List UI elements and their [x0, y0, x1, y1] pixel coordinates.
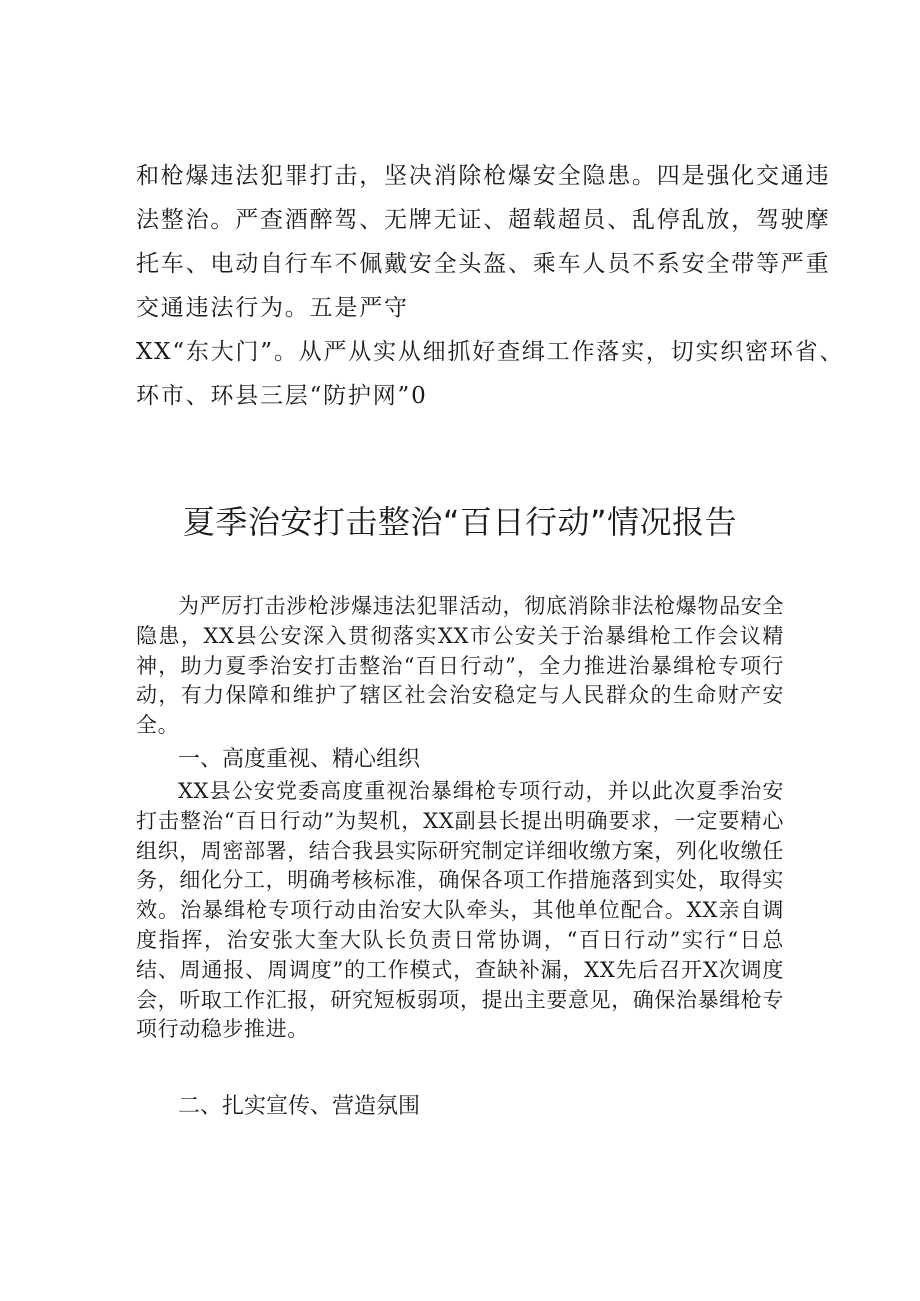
- intro-paragraph: 为严厉打击涉枪涉爆违法犯罪活动，彻底消除非法枪爆物品安全隐患，XX县公安深入贯彻落实XX市公安关于治暴缉枪工作会议精神，助力夏季治安打击整治“百日行动”，全力推进治暴缉枪专项行动，有力保障和维护了辖区社会治安稳定与人民群众的生命财产安全。: [136, 594, 784, 738]
- document-body: [136, 592, 784, 1045]
- fragment-line: 法整治。严查酒醉驾、无牌无证、超载超员、乱停乱放，驾驶摩: [136, 207, 831, 233]
- fragment-line: XX“东大门”。从严从实从细抓好查缉工作落实，切实织密环省、: [136, 339, 845, 365]
- section-2-heading: 二、扎实宣传、营造氛围: [178, 1094, 421, 1119]
- section-1-paragraph: XX县公安党委高度重视治暴缉枪专项行动，并以此次夏季治安打击整治“百日行动”为契机，XX副县长提出明确要求，一定要精心组织，周密部署，结合我县实际研究制定详细收缴方案，列化收缴任务，细化分工，明确考核标准，确保各项工作措施落到实处，取得实效。治暴缉枪专项行动由治安大队牵头，其他单位配合。XX亲自调度指挥，治安张大奎大队长负责日常协调，“百日行动”实行“日总结、周通报、周调度”的工作模式，查缺补漏，XX先后召开X次调度会，听取工作汇报，研究短板弱项，提出主要意见，确保治暴缉枪专项行动稳步推进。: [136, 778, 784, 1042]
- fragment-line: 和枪爆违法犯罪打击，坚决消除枪爆安全隐患。四是强化交通违: [136, 163, 831, 189]
- fragment-line: 托车、电动自行车不佩戴安全头盔、乘车人员不系安全带等严重: [136, 251, 831, 277]
- fragment-line: 交通违法行为。五是严守: [136, 295, 409, 321]
- previous-page-fragment: [136, 154, 845, 418]
- document-title: 夏季治安打击整治“百日行动”情况报告: [182, 503, 738, 541]
- section-1-heading: 一、高度重视、精心组织: [178, 746, 421, 772]
- fragment-line: 环市、环县三层“防护网”0: [136, 383, 428, 409]
